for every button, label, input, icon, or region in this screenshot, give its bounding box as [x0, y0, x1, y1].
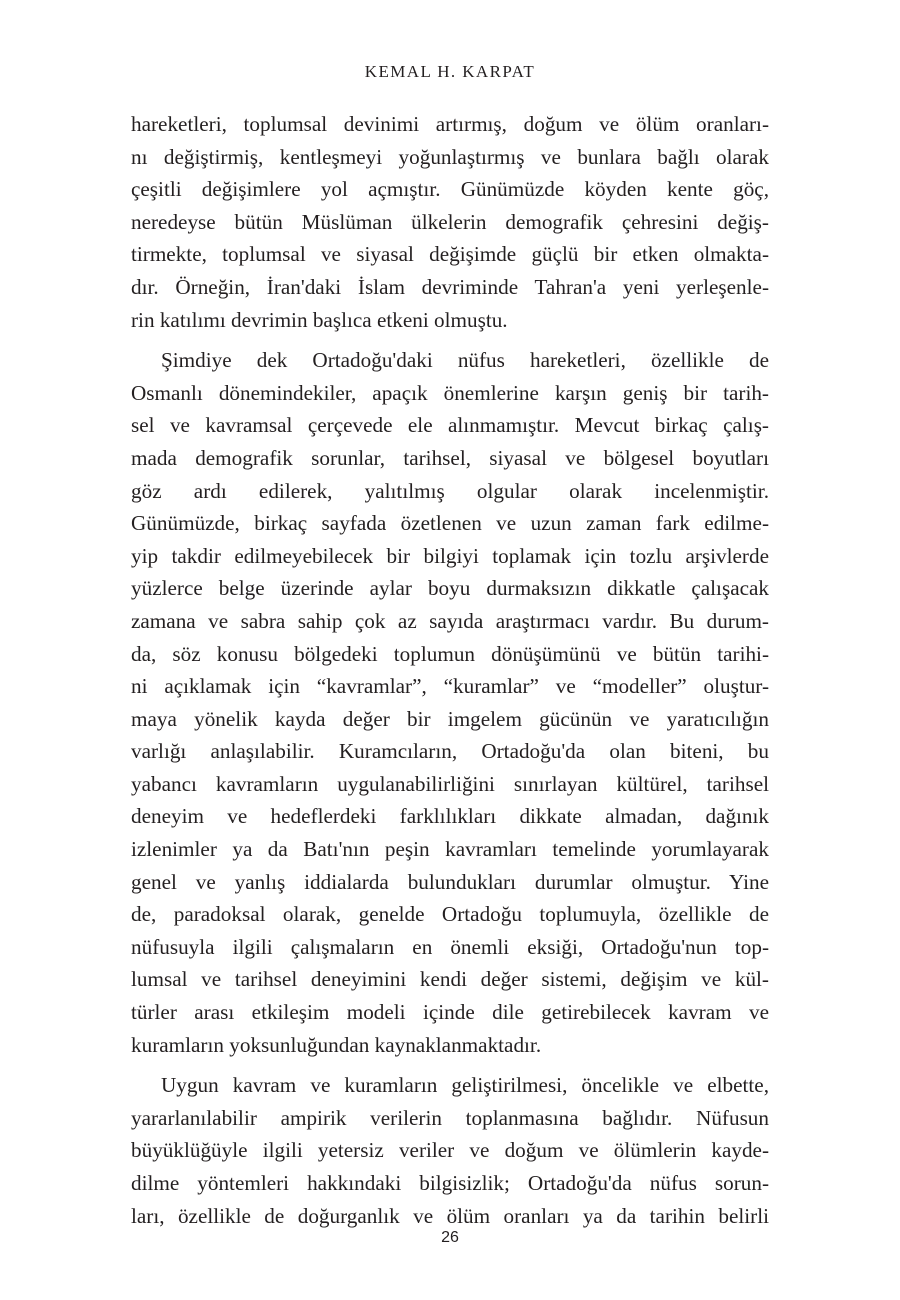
- text-line: ları, özellikle de doğurganlık ve ölüm oranları ya da tarihin belirli: [131, 1203, 769, 1228]
- text-line: kuramların yoksunluğundan kaynaklanmaktadır.: [131, 1032, 542, 1057]
- text-line: genel ve yanlış iddialarda bulundukları durumlar olmuştur. Yine: [131, 869, 769, 894]
- text-line: dır. Örneğin, İran'daki İslam devriminde Tahran'a yeni yerleşenle-: [131, 274, 769, 299]
- text-line: neredeyse bütün Müslüman ülkelerin demografik çehresini değiş-: [131, 209, 769, 234]
- running-header: KEMAL H. KARPAT: [364, 62, 536, 81]
- page-number: 26: [441, 1229, 459, 1246]
- text-line: hareketleri, toplumsal devinimi artırmış, doğum ve ölüm oranları-: [131, 112, 769, 136]
- text-line: ni açıklamak için “kavramlar”, “kuramlar” ve “modeller” oluştur-: [131, 674, 769, 699]
- text-line: nüfusuyla ilgili çalışmaların en önemli eksiği, Ortadoğu'nun top-: [131, 934, 769, 959]
- paragraph-1: [131, 108, 769, 336]
- text-line: rin katılımı devrimin başlıca etkeni olmuştu.: [131, 307, 508, 332]
- text-line: deneyim ve hedeflerdeki farklılıkları dikkate almadan, dağınık: [131, 804, 769, 829]
- body-text: [131, 108, 769, 1232]
- text-line: çeşitli değişimlere yol açmıştır. Günümüzde köyden kente göç,: [131, 177, 769, 202]
- text-line: türler arası etkileşim modeli içinde dile getirebilecek kavram ve: [131, 1000, 769, 1025]
- text-line: de, paradoksal olarak, genelde Ortadoğu toplumuyla, özellikle de: [131, 902, 769, 927]
- text-line: sel ve kavramsal çerçevede ele alınmamıştır. Mevcut birkaç çalış-: [131, 413, 769, 438]
- text-line: Uygun kavram ve kuramların geliştirilmesi, öncelikle ve elbette,: [161, 1073, 769, 1098]
- text-line: izlenimler ya da Batı'nın peşin kavramları temelinde yorumlayarak: [131, 837, 769, 862]
- text-line: da, söz konusu bölgedeki toplumun dönüşümünü ve bütün tarihi-: [131, 641, 769, 666]
- text-line: nı değiştirmiş, kentleşmeyi yoğunlaştırmış ve bunlara bağlı olarak: [131, 144, 769, 169]
- text-line: tirmekte, toplumsal ve siyasal değişimde güçlü bir etken olmakta-: [131, 242, 769, 267]
- text-line: zamana ve sabra sahip çok az sayıda araştırmacı vardır. Bu durum-: [131, 608, 769, 633]
- text-line: Şimdiye dek Ortadoğu'daki nüfus hareketleri, özellikle de: [161, 348, 769, 373]
- paragraph-3: [131, 1069, 769, 1232]
- text-line: büyüklüğüyle ilgili yetersiz veriler ve doğum ve ölümlerin kayde-: [131, 1138, 769, 1163]
- text-line: Günümüzde, birkaç sayfada özetlenen ve uzun zaman fark edilme-: [131, 511, 769, 536]
- text-line: Osmanlı dönemindekiler, apaçık önemlerine karşın geniş bir tarih-: [131, 380, 769, 405]
- text-line: göz ardı edilerek, yalıtılmış olgular olarak incelenmiştir.: [131, 478, 769, 503]
- text-line: mada demografik sorunlar, tarihsel, siyasal ve bölgesel boyutları: [131, 445, 769, 470]
- text-line: maya yönelik kayda değer bir imgelem gücünün ve yaratıcılığın: [131, 706, 769, 731]
- text-line: varlığı anlaşılabilir. Kuramcıların, Ortadoğu'da olan biteni, bu: [131, 739, 769, 764]
- text-line: yararlanılabilir ampirik verilerin toplanmasına bağlıdır. Nüfusun: [131, 1105, 769, 1130]
- text-line: dilme yöntemleri hakkındaki bilgisizlik; Ortadoğu'da nüfus sorun-: [131, 1171, 769, 1195]
- text-line: yabancı kavramların uygulanabilirliğini sınırlayan kültürel, tarihsel: [131, 771, 769, 796]
- paragraph-2: [131, 344, 769, 1061]
- text-line: yüzlerce belge üzerinde aylar boyu durmaksızın dikkatle çalışacak: [131, 576, 769, 601]
- text-line: lumsal ve tarihsel deneyimini kendi değer sistemi, değişim ve kül-: [131, 967, 769, 992]
- text-line: yip takdir edilmeyebilecek bir bilgiyi toplamak için tozlu arşivlerde: [131, 543, 769, 568]
